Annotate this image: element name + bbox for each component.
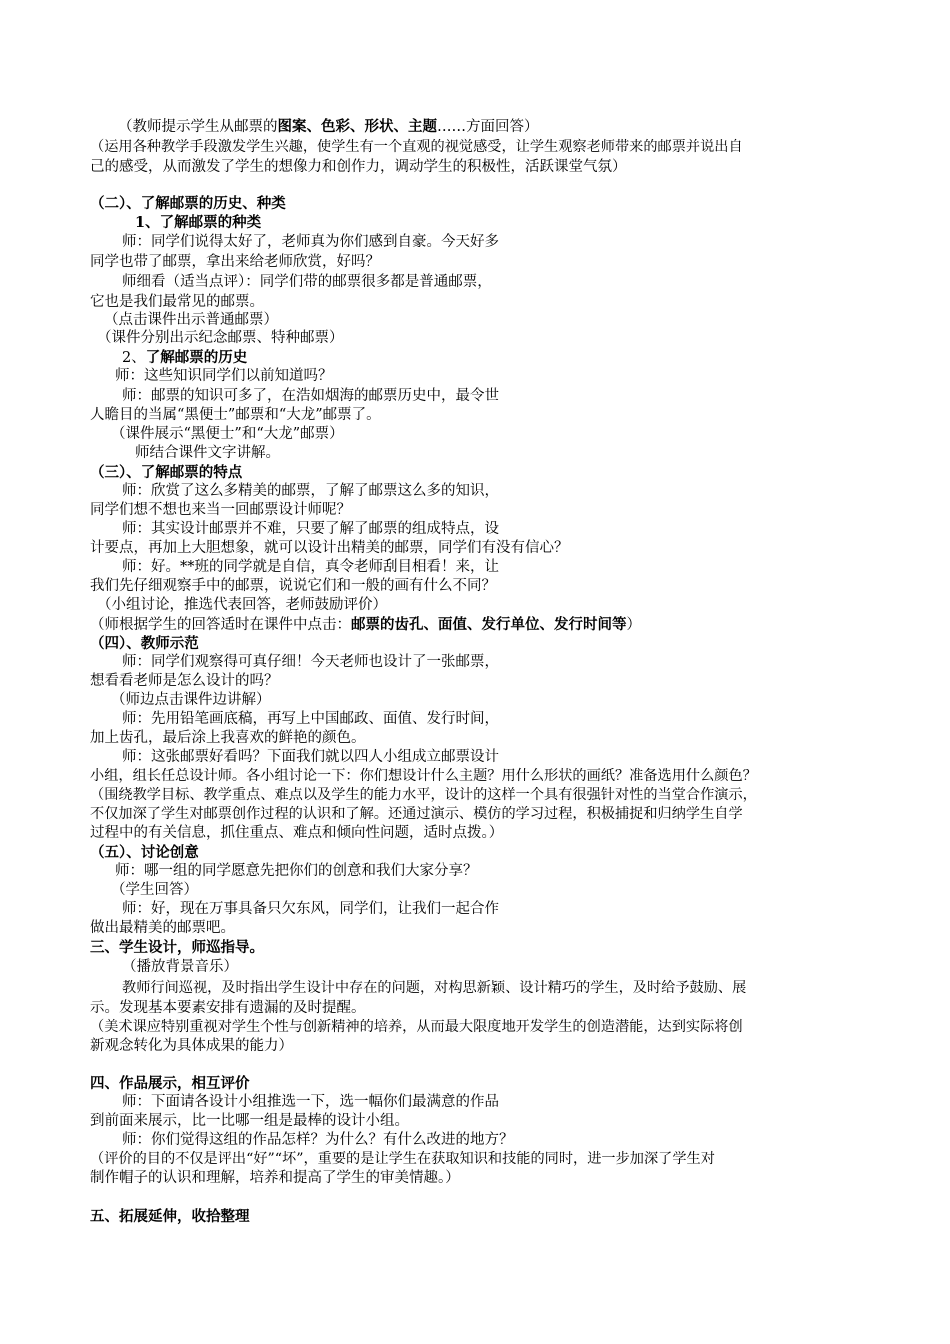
text-line: 到前面来展示，比一比哪一组是最棒的设计小组。 (90, 1113, 409, 1129)
text-line: 己的感受，从而激发了学生的想像力和创作力，调动学生的积极性，活跃课堂气氛） (90, 159, 627, 175)
text-line: 师：这张邮票好看吗？下面我们就以四人小组成立邮票设计 (122, 749, 499, 765)
text-line: 教师行间巡视，及时指出学生设计中存在的问题，对构思新颖、设计精巧的学生，及时给予鼓励、展 (122, 980, 747, 996)
text-line: 制作帽子的认识和理解，培养和提高了学生的审美情趣。） (90, 1170, 460, 1186)
text-line: 师结合课件文字讲解。 (135, 445, 280, 461)
text-line: （课件分别出示纪念邮票、特种邮票） (97, 330, 344, 346)
text-line: 师：先用铅笔画底稿，再写上中国邮政、面值、发行时间， (122, 711, 499, 727)
text-line: （点击课件出示普通邮票） (104, 312, 278, 328)
text-line: 师：好，现在万事具备只欠东风，同学们，让我们一起合作 (122, 901, 499, 917)
subsection-heading: 2、了解邮票的历史 (122, 349, 248, 366)
text-line: 做出最精美的邮票吧。 (90, 920, 235, 936)
text-line: （课件展示“黑便士”和“大龙”邮票） (111, 426, 344, 442)
text-line: （师边点击课件边讲解） (111, 692, 271, 708)
section-heading: 三、学生设计，师巡指导。 (90, 939, 264, 956)
text-line: 师：同学们观察得可真仔细！今天老师也设计了一张邮票， (122, 654, 499, 670)
section-heading: （三）、了解邮票的特点 (90, 464, 243, 481)
text-line: 想看看老师是怎么设计的吗？ (90, 673, 279, 689)
text-line: 过程中的有关信息，抓住重点、难点和倾向性问题，适时点拨。） (90, 825, 504, 841)
text-line: 师：下面请各设计小组推选一下，选一幅你们最满意的作品 (122, 1094, 499, 1110)
text-line: 师：同学们说得太好了，老师真为你们感到自豪。今天好多 (122, 234, 499, 250)
section-heading: （五）、讨论创意 (90, 844, 199, 861)
text-line: （运用各种教学手段激发学生兴趣，使学生有一个直观的视觉感受，让学生观察老师带来的邮票并说出自 (90, 139, 743, 155)
section-heading: 五、拓展延伸，收拾整理 (90, 1208, 250, 1225)
text-line: 师：欣赏了这么多精美的邮票，了解了邮票这么多的知识， (122, 483, 499, 499)
text-line: 师：你们觉得这组的作品怎样？为什么？有什么改进的地方？ (122, 1132, 514, 1148)
text-line: 加上齿孔，最后涂上我喜欢的鲜艳的颜色。 (90, 730, 366, 746)
text-line: 示。发现基本要素安排有遗漏的及时提醒。 (90, 1000, 366, 1016)
section-heading: 四、作品展示，相互评价 (90, 1075, 250, 1092)
text-line: （小组讨论，推选代表回答，老师鼓励评价） (97, 597, 387, 613)
text-line: 师：邮票的知识可多了，在浩如烟海的邮票历史中，最令世 (122, 388, 499, 404)
text-line: 同学也带了邮票，拿出来给老师欣赏，好吗？ (90, 254, 380, 270)
text-line: （评价的目的不仅是评出“好”“坏”，重要的是让学生在获取知识和技能的同时，进一步加深了学生对 (90, 1151, 715, 1167)
section-heading: （四）、教师示范 (90, 635, 199, 652)
text-line: （教师提示学生从邮票的图案、色彩、形状、主题……方面回答） (118, 118, 539, 135)
text-line: （师根据学生的回答适时在课件中点击：邮票的齿孔、面值、发行单位、发行时间等） (90, 616, 641, 633)
text-line: 不仅加深了学生对邮票创作过程的认识和了解。还通过演示、模仿的学习过程，积极捕捉和归纳学生自学 (90, 806, 743, 822)
subsection-heading: 1、了解邮票的种类 (135, 214, 262, 231)
text-line: （学生回答） (111, 882, 198, 898)
text-line: 师：好。**班的同学就是自信，真令老师刮目相看！来，让 (122, 559, 499, 575)
text-line: 它也是我们最常见的邮票。 (90, 294, 264, 310)
text-line: 新观念转化为具体成果的能力） (90, 1038, 293, 1054)
section-heading: （二）、了解邮票的历史、种类 (90, 195, 286, 212)
text-line: 我们先仔细观察手中的邮票，说说它们和一般的画有什么不同？ (90, 578, 496, 594)
text-line: 师：哪一组的同学愿意先把你们的创意和我们大家分享？ (115, 863, 478, 879)
text-line: 同学们想不想也来当一回邮票设计师呢？ (90, 502, 351, 518)
text-line: 师：这些知识同学们以前知道吗？ (115, 368, 333, 384)
text-line: 师：其实设计邮票并不难，只要了解了邮票的组成特点，设 (122, 521, 499, 537)
text-line: 小组，组长任总设计师。各小组讨论一下：你们想设计什么主题？用什么形状的画纸？准备选用什么颜色？ (90, 768, 757, 784)
text-line: （围绕教学目标、教学重点、难点以及学生的能力水平，设计的这样一个具有很强针对性的当堂合作演示， (90, 787, 757, 803)
text-line: （美术课应特别重视对学生个性与创新精神的培养，从而最大限度地开发学生的创造潜能，达到实际将创 (90, 1019, 743, 1035)
text-line: （播放背景音乐） (122, 959, 238, 975)
text-line: 人瞻目的当属“黑便士”邮票和“大龙”邮票了。 (90, 407, 381, 423)
text-line: 计要点，再加上大胆想象，就可以设计出精美的邮票，同学们有没有信心？ (90, 540, 569, 556)
text-line: 师细看（适当点评）：同学们带的邮票很多都是普通邮票， (122, 274, 492, 290)
